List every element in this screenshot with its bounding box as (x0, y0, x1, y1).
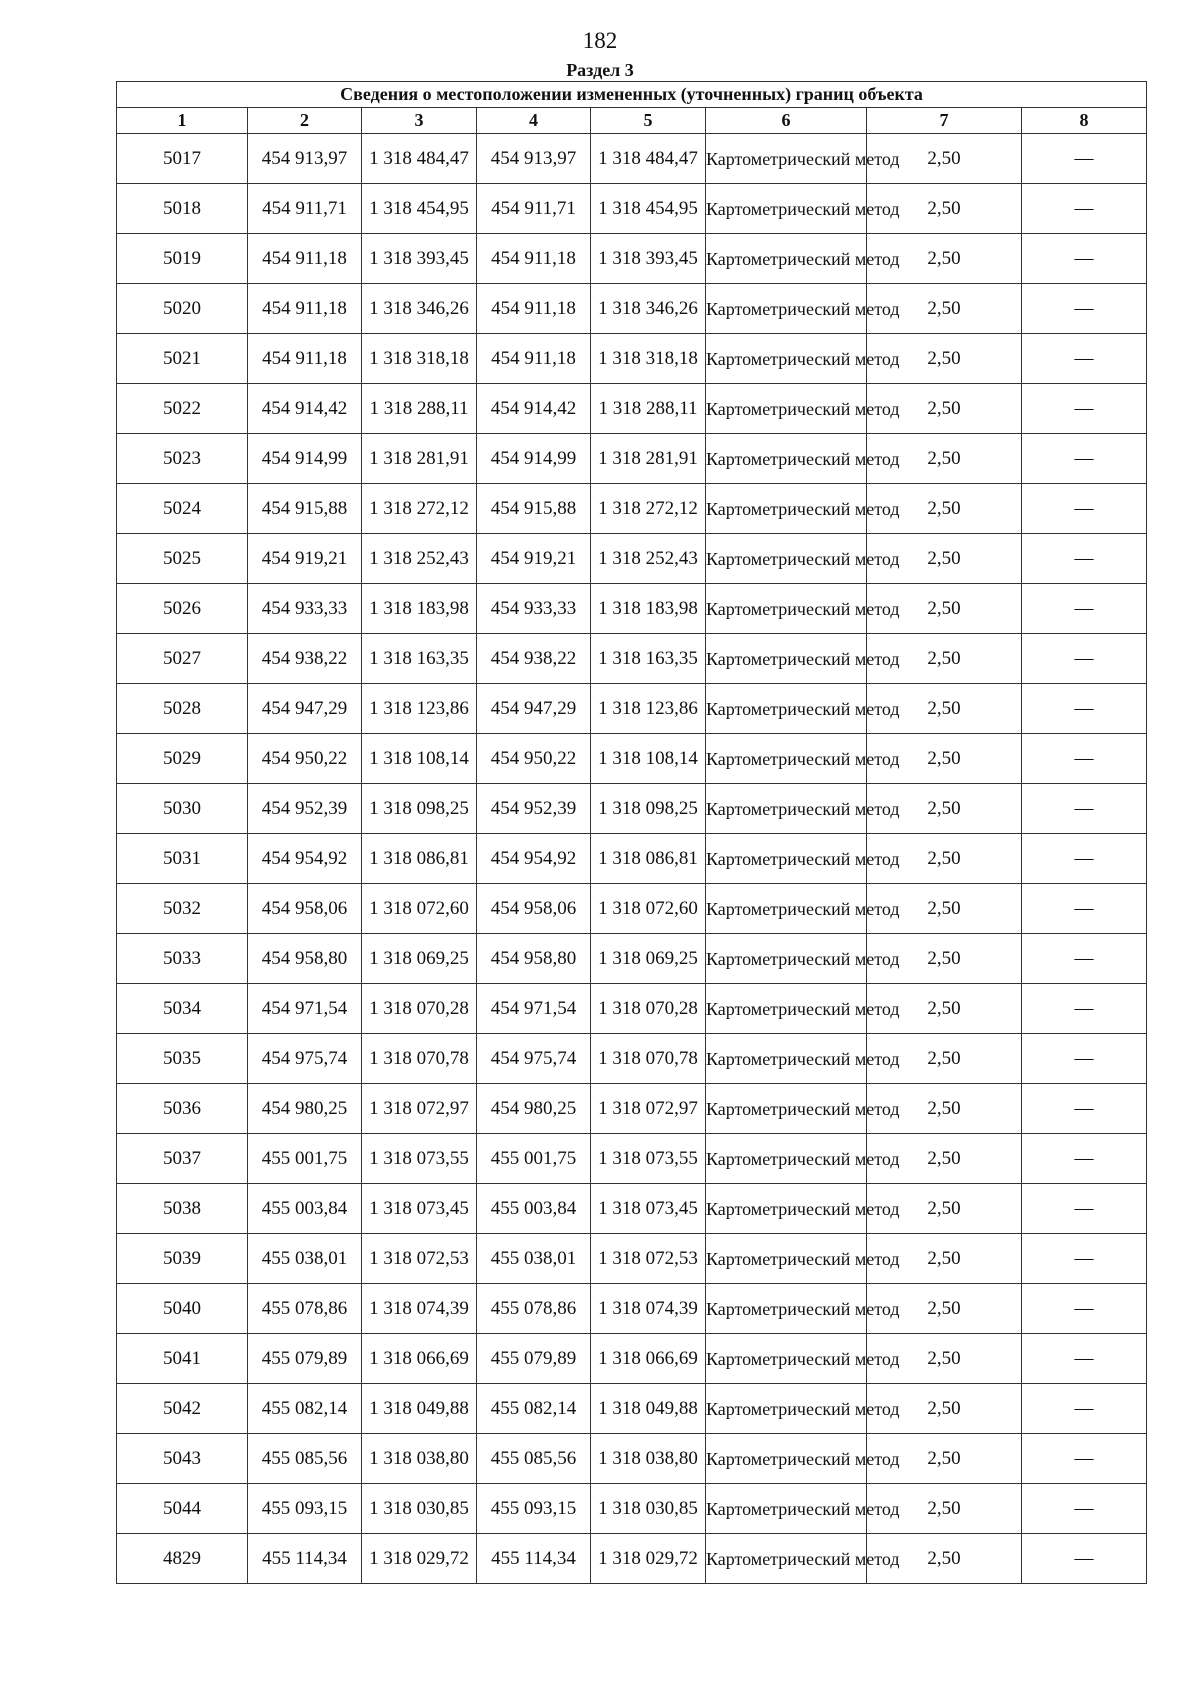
y-new-cell: 1 318 393,45 (591, 234, 706, 284)
table-row (117, 1534, 1147, 1584)
table-row (117, 1284, 1147, 1334)
table-title-row (117, 82, 1147, 108)
accuracy-cell: 2,50 (867, 534, 1022, 584)
x-old-cell: 454 911,71 (248, 184, 362, 234)
x-new-cell: 455 085,56 (477, 1434, 591, 1484)
y-new-cell: 1 318 108,14 (591, 734, 706, 784)
description-cell: — (1022, 1134, 1147, 1184)
method-cell: Картометрический метод (706, 734, 867, 784)
x-new-cell: 454 919,21 (477, 534, 591, 584)
x-old-cell: 454 913,97 (248, 134, 362, 184)
x-old-cell: 454 911,18 (248, 334, 362, 384)
point-number-cell: 5026 (117, 584, 248, 634)
x-new-cell: 454 933,33 (477, 584, 591, 634)
accuracy-cell: 2,50 (867, 584, 1022, 634)
y-new-cell: 1 318 069,25 (591, 934, 706, 984)
x-new-cell: 454 913,97 (477, 134, 591, 184)
column-number-8: 8 (1022, 108, 1147, 134)
point-number-cell: 5041 (117, 1334, 248, 1384)
x-new-cell: 454 954,92 (477, 834, 591, 884)
accuracy-cell: 2,50 (867, 634, 1022, 684)
table-row (117, 884, 1147, 934)
y-new-cell: 1 318 086,81 (591, 834, 706, 884)
y-new-cell: 1 318 252,43 (591, 534, 706, 584)
point-number-cell: 5036 (117, 1084, 248, 1134)
x-old-cell: 455 114,34 (248, 1534, 362, 1584)
x-old-cell: 455 093,15 (248, 1484, 362, 1534)
description-cell: — (1022, 384, 1147, 434)
accuracy-cell: 2,50 (867, 384, 1022, 434)
method-cell: Картометрический метод (706, 1234, 867, 1284)
x-new-cell: 455 038,01 (477, 1234, 591, 1284)
description-cell: — (1022, 184, 1147, 234)
x-new-cell: 455 093,15 (477, 1484, 591, 1534)
x-old-cell: 454 919,21 (248, 534, 362, 584)
page-number: 182 (582, 28, 618, 53)
method-cell: Картометрический метод (706, 234, 867, 284)
y-new-cell: 1 318 072,97 (591, 1084, 706, 1134)
point-number-cell: 5029 (117, 734, 248, 784)
x-new-cell: 454 950,22 (477, 734, 591, 784)
y-new-cell: 1 318 288,11 (591, 384, 706, 434)
accuracy-cell: 2,50 (867, 334, 1022, 384)
x-old-cell: 454 958,80 (248, 934, 362, 984)
column-number-6: 6 (706, 108, 867, 134)
x-old-cell: 455 001,75 (248, 1134, 362, 1184)
x-new-cell: 454 911,71 (477, 184, 591, 234)
description-cell: — (1022, 1434, 1147, 1484)
x-new-cell: 454 911,18 (477, 234, 591, 284)
point-number-cell: 5018 (117, 184, 248, 234)
description-cell: — (1022, 1034, 1147, 1084)
table-body (117, 134, 1147, 1584)
x-old-cell: 454 980,25 (248, 1084, 362, 1134)
accuracy-cell: 2,50 (867, 734, 1022, 784)
x-old-cell: 454 914,42 (248, 384, 362, 434)
point-number-cell: 5019 (117, 234, 248, 284)
point-number-cell: 5031 (117, 834, 248, 884)
table-row (117, 284, 1147, 334)
accuracy-cell: 2,50 (867, 1384, 1022, 1434)
point-number-cell: 5032 (117, 884, 248, 934)
table-row (117, 434, 1147, 484)
accuracy-cell: 2,50 (867, 884, 1022, 934)
column-number-3: 3 (362, 108, 477, 134)
x-new-cell: 455 082,14 (477, 1384, 591, 1434)
x-old-cell: 454 971,54 (248, 984, 362, 1034)
description-cell: — (1022, 434, 1147, 484)
table-row (117, 1234, 1147, 1284)
column-number-2: 2 (248, 108, 362, 134)
x-old-cell: 454 950,22 (248, 734, 362, 784)
description-cell: — (1022, 584, 1147, 634)
boundary-coordinates-table (116, 81, 1147, 1584)
accuracy-cell: 2,50 (867, 184, 1022, 234)
accuracy-cell: 2,50 (867, 934, 1022, 984)
x-old-cell: 454 914,99 (248, 434, 362, 484)
y-old-cell: 1 318 163,35 (362, 634, 477, 684)
description-cell: — (1022, 734, 1147, 784)
description-cell: — (1022, 1234, 1147, 1284)
method-cell: Картометрический метод (706, 334, 867, 384)
table-title: Сведения о местоположении измененных (уточненных) границ объекта (117, 82, 1147, 108)
y-old-cell: 1 318 073,45 (362, 1184, 477, 1234)
y-old-cell: 1 318 272,12 (362, 484, 477, 534)
method-cell: Картометрический метод (706, 534, 867, 584)
method-cell: Картометрический метод (706, 1334, 867, 1384)
y-old-cell: 1 318 346,26 (362, 284, 477, 334)
accuracy-cell: 2,50 (867, 1184, 1022, 1234)
point-number-cell: 5027 (117, 634, 248, 684)
x-old-cell: 455 082,14 (248, 1384, 362, 1434)
x-old-cell: 455 079,89 (248, 1334, 362, 1384)
method-cell: Картометрический метод (706, 1534, 867, 1584)
y-new-cell: 1 318 073,45 (591, 1184, 706, 1234)
x-new-cell: 454 971,54 (477, 984, 591, 1034)
x-old-cell: 455 038,01 (248, 1234, 362, 1284)
table-row (117, 834, 1147, 884)
y-old-cell: 1 318 029,72 (362, 1534, 477, 1584)
description-cell: — (1022, 1334, 1147, 1384)
method-cell: Картометрический метод (706, 1084, 867, 1134)
x-old-cell: 455 003,84 (248, 1184, 362, 1234)
y-old-cell: 1 318 108,14 (362, 734, 477, 784)
y-new-cell: 1 318 072,53 (591, 1234, 706, 1284)
point-number-cell: 5035 (117, 1034, 248, 1084)
description-cell: — (1022, 784, 1147, 834)
x-old-cell: 454 947,29 (248, 684, 362, 734)
y-old-cell: 1 318 070,78 (362, 1034, 477, 1084)
x-new-cell: 455 078,86 (477, 1284, 591, 1334)
x-old-cell: 454 954,92 (248, 834, 362, 884)
method-cell: Картометрический метод (706, 684, 867, 734)
method-cell: Картометрический метод (706, 1434, 867, 1484)
x-new-cell: 454 914,42 (477, 384, 591, 434)
method-cell: Картометрический метод (706, 784, 867, 834)
description-cell: — (1022, 834, 1147, 884)
y-old-cell: 1 318 038,80 (362, 1434, 477, 1484)
y-new-cell: 1 318 098,25 (591, 784, 706, 834)
accuracy-cell: 2,50 (867, 1484, 1022, 1534)
table-row (117, 1034, 1147, 1084)
y-new-cell: 1 318 281,91 (591, 434, 706, 484)
method-cell: Картометрический метод (706, 1384, 867, 1434)
x-new-cell: 455 079,89 (477, 1334, 591, 1384)
x-old-cell: 454 911,18 (248, 234, 362, 284)
table-row (117, 1384, 1147, 1434)
y-old-cell: 1 318 281,91 (362, 434, 477, 484)
y-old-cell: 1 318 123,86 (362, 684, 477, 734)
x-new-cell: 455 003,84 (477, 1184, 591, 1234)
point-number-cell: 5037 (117, 1134, 248, 1184)
accuracy-cell: 2,50 (867, 1234, 1022, 1284)
table-row (117, 1134, 1147, 1184)
description-cell: — (1022, 234, 1147, 284)
y-old-cell: 1 318 086,81 (362, 834, 477, 884)
y-old-cell: 1 318 454,95 (362, 184, 477, 234)
table-row (117, 1434, 1147, 1484)
accuracy-cell: 2,50 (867, 834, 1022, 884)
point-number-cell: 5028 (117, 684, 248, 734)
accuracy-cell: 2,50 (867, 1134, 1022, 1184)
point-number-cell: 5042 (117, 1384, 248, 1434)
description-cell: — (1022, 534, 1147, 584)
y-old-cell: 1 318 066,69 (362, 1334, 477, 1384)
x-new-cell: 454 958,80 (477, 934, 591, 984)
description-cell: — (1022, 634, 1147, 684)
y-old-cell: 1 318 070,28 (362, 984, 477, 1034)
method-cell: Картометрический метод (706, 1034, 867, 1084)
x-old-cell: 454 911,18 (248, 284, 362, 334)
accuracy-cell: 2,50 (867, 784, 1022, 834)
y-old-cell: 1 318 030,85 (362, 1484, 477, 1534)
description-cell: — (1022, 1484, 1147, 1534)
method-cell: Картометрический метод (706, 584, 867, 634)
accuracy-cell: 2,50 (867, 484, 1022, 534)
y-new-cell: 1 318 049,88 (591, 1384, 706, 1434)
description-cell: — (1022, 884, 1147, 934)
method-cell: Картометрический метод (706, 884, 867, 934)
point-number-cell: 5023 (117, 434, 248, 484)
y-old-cell: 1 318 072,53 (362, 1234, 477, 1284)
method-cell: Картометрический метод (706, 1184, 867, 1234)
description-cell: — (1022, 484, 1147, 534)
x-new-cell: 454 975,74 (477, 1034, 591, 1084)
x-new-cell: 454 915,88 (477, 484, 591, 534)
x-new-cell: 454 911,18 (477, 284, 591, 334)
point-number-cell: 5033 (117, 934, 248, 984)
table-row (117, 584, 1147, 634)
y-old-cell: 1 318 183,98 (362, 584, 477, 634)
description-cell: — (1022, 1284, 1147, 1334)
point-number-cell: 5017 (117, 134, 248, 184)
method-cell: Картометрический метод (706, 384, 867, 434)
description-cell: — (1022, 334, 1147, 384)
point-number-cell: 5021 (117, 334, 248, 384)
y-new-cell: 1 318 272,12 (591, 484, 706, 534)
description-cell: — (1022, 1084, 1147, 1134)
x-new-cell: 454 980,25 (477, 1084, 591, 1134)
table-row (117, 484, 1147, 534)
point-number-cell: 5038 (117, 1184, 248, 1234)
description-cell: — (1022, 984, 1147, 1034)
accuracy-cell: 2,50 (867, 434, 1022, 484)
section-title: Раздел 3 (566, 60, 634, 80)
table-row (117, 934, 1147, 984)
x-old-cell: 454 915,88 (248, 484, 362, 534)
point-number-cell: 5025 (117, 534, 248, 584)
column-number-7: 7 (867, 108, 1022, 134)
y-old-cell: 1 318 318,18 (362, 334, 477, 384)
y-new-cell: 1 318 070,78 (591, 1034, 706, 1084)
point-number-cell: 5043 (117, 1434, 248, 1484)
y-new-cell: 1 318 029,72 (591, 1534, 706, 1584)
y-old-cell: 1 318 069,25 (362, 934, 477, 984)
x-new-cell: 454 938,22 (477, 634, 591, 684)
x-old-cell: 455 078,86 (248, 1284, 362, 1334)
y-new-cell: 1 318 318,18 (591, 334, 706, 384)
x-new-cell: 455 114,34 (477, 1534, 591, 1584)
method-cell: Картометрический метод (706, 634, 867, 684)
table-row (117, 1484, 1147, 1534)
point-number-cell: 5030 (117, 784, 248, 834)
y-new-cell: 1 318 346,26 (591, 284, 706, 334)
accuracy-cell: 2,50 (867, 1534, 1022, 1584)
y-new-cell: 1 318 072,60 (591, 884, 706, 934)
accuracy-cell: 2,50 (867, 984, 1022, 1034)
x-old-cell: 454 975,74 (248, 1034, 362, 1084)
method-cell: Картометрический метод (706, 484, 867, 534)
method-cell: Картометрический метод (706, 1134, 867, 1184)
table-row (117, 1334, 1147, 1384)
x-new-cell: 454 914,99 (477, 434, 591, 484)
point-number-cell: 5024 (117, 484, 248, 534)
y-old-cell: 1 318 484,47 (362, 134, 477, 184)
y-new-cell: 1 318 454,95 (591, 184, 706, 234)
x-new-cell: 454 911,18 (477, 334, 591, 384)
table-row (117, 984, 1147, 1034)
x-old-cell: 455 085,56 (248, 1434, 362, 1484)
y-new-cell: 1 318 183,98 (591, 584, 706, 634)
x-old-cell: 454 952,39 (248, 784, 362, 834)
accuracy-cell: 2,50 (867, 234, 1022, 284)
description-cell: — (1022, 1384, 1147, 1434)
table-row (117, 684, 1147, 734)
table-row (117, 1184, 1147, 1234)
description-cell: — (1022, 684, 1147, 734)
y-new-cell: 1 318 038,80 (591, 1434, 706, 1484)
method-cell: Картометрический метод (706, 834, 867, 884)
accuracy-cell: 2,50 (867, 1034, 1022, 1084)
method-cell: Картометрический метод (706, 934, 867, 984)
point-number-cell: 5040 (117, 1284, 248, 1334)
x-new-cell: 454 958,06 (477, 884, 591, 934)
accuracy-cell: 2,50 (867, 1284, 1022, 1334)
x-new-cell: 455 001,75 (477, 1134, 591, 1184)
method-cell: Картометрический метод (706, 284, 867, 334)
method-cell: Картометрический метод (706, 1484, 867, 1534)
accuracy-cell: 2,50 (867, 134, 1022, 184)
table-row (117, 334, 1147, 384)
column-number-5: 5 (591, 108, 706, 134)
x-new-cell: 454 952,39 (477, 784, 591, 834)
description-cell: — (1022, 934, 1147, 984)
point-number-cell: 5020 (117, 284, 248, 334)
method-cell: Картометрический метод (706, 434, 867, 484)
table-row (117, 634, 1147, 684)
table-row (117, 184, 1147, 234)
point-number-cell: 5039 (117, 1234, 248, 1284)
point-number-cell: 5022 (117, 384, 248, 434)
description-cell: — (1022, 284, 1147, 334)
accuracy-cell: 2,50 (867, 1084, 1022, 1134)
method-cell: Картометрический метод (706, 1284, 867, 1334)
y-new-cell: 1 318 074,39 (591, 1284, 706, 1334)
y-old-cell: 1 318 252,43 (362, 534, 477, 584)
x-old-cell: 454 933,33 (248, 584, 362, 634)
table-row (117, 1084, 1147, 1134)
x-new-cell: 454 947,29 (477, 684, 591, 734)
accuracy-cell: 2,50 (867, 684, 1022, 734)
table-row (117, 384, 1147, 434)
table-row (117, 534, 1147, 584)
x-old-cell: 454 958,06 (248, 884, 362, 934)
point-number-cell: 5034 (117, 984, 248, 1034)
y-old-cell: 1 318 393,45 (362, 234, 477, 284)
table-row (117, 784, 1147, 834)
y-new-cell: 1 318 070,28 (591, 984, 706, 1034)
y-old-cell: 1 318 072,60 (362, 884, 477, 934)
y-old-cell: 1 318 074,39 (362, 1284, 477, 1334)
y-old-cell: 1 318 098,25 (362, 784, 477, 834)
y-old-cell: 1 318 288,11 (362, 384, 477, 434)
accuracy-cell: 2,50 (867, 1334, 1022, 1384)
y-new-cell: 1 318 163,35 (591, 634, 706, 684)
y-new-cell: 1 318 073,55 (591, 1134, 706, 1184)
y-old-cell: 1 318 049,88 (362, 1384, 477, 1434)
table-row (117, 234, 1147, 284)
y-new-cell: 1 318 123,86 (591, 684, 706, 734)
description-cell: — (1022, 1534, 1147, 1584)
accuracy-cell: 2,50 (867, 284, 1022, 334)
description-cell: — (1022, 1184, 1147, 1234)
y-new-cell: 1 318 484,47 (591, 134, 706, 184)
column-number-4: 4 (477, 108, 591, 134)
column-number-1: 1 (117, 108, 248, 134)
description-cell: — (1022, 134, 1147, 184)
y-old-cell: 1 318 073,55 (362, 1134, 477, 1184)
accuracy-cell: 2,50 (867, 1434, 1022, 1484)
column-number-row (117, 108, 1147, 134)
method-cell: Картометрический метод (706, 134, 867, 184)
method-cell: Картометрический метод (706, 984, 867, 1034)
y-old-cell: 1 318 072,97 (362, 1084, 477, 1134)
y-new-cell: 1 318 030,85 (591, 1484, 706, 1534)
point-number-cell: 5044 (117, 1484, 248, 1534)
point-number-cell: 4829 (117, 1534, 248, 1584)
method-cell: Картометрический метод (706, 184, 867, 234)
table-row (117, 134, 1147, 184)
x-old-cell: 454 938,22 (248, 634, 362, 684)
table-row (117, 734, 1147, 784)
y-new-cell: 1 318 066,69 (591, 1334, 706, 1384)
